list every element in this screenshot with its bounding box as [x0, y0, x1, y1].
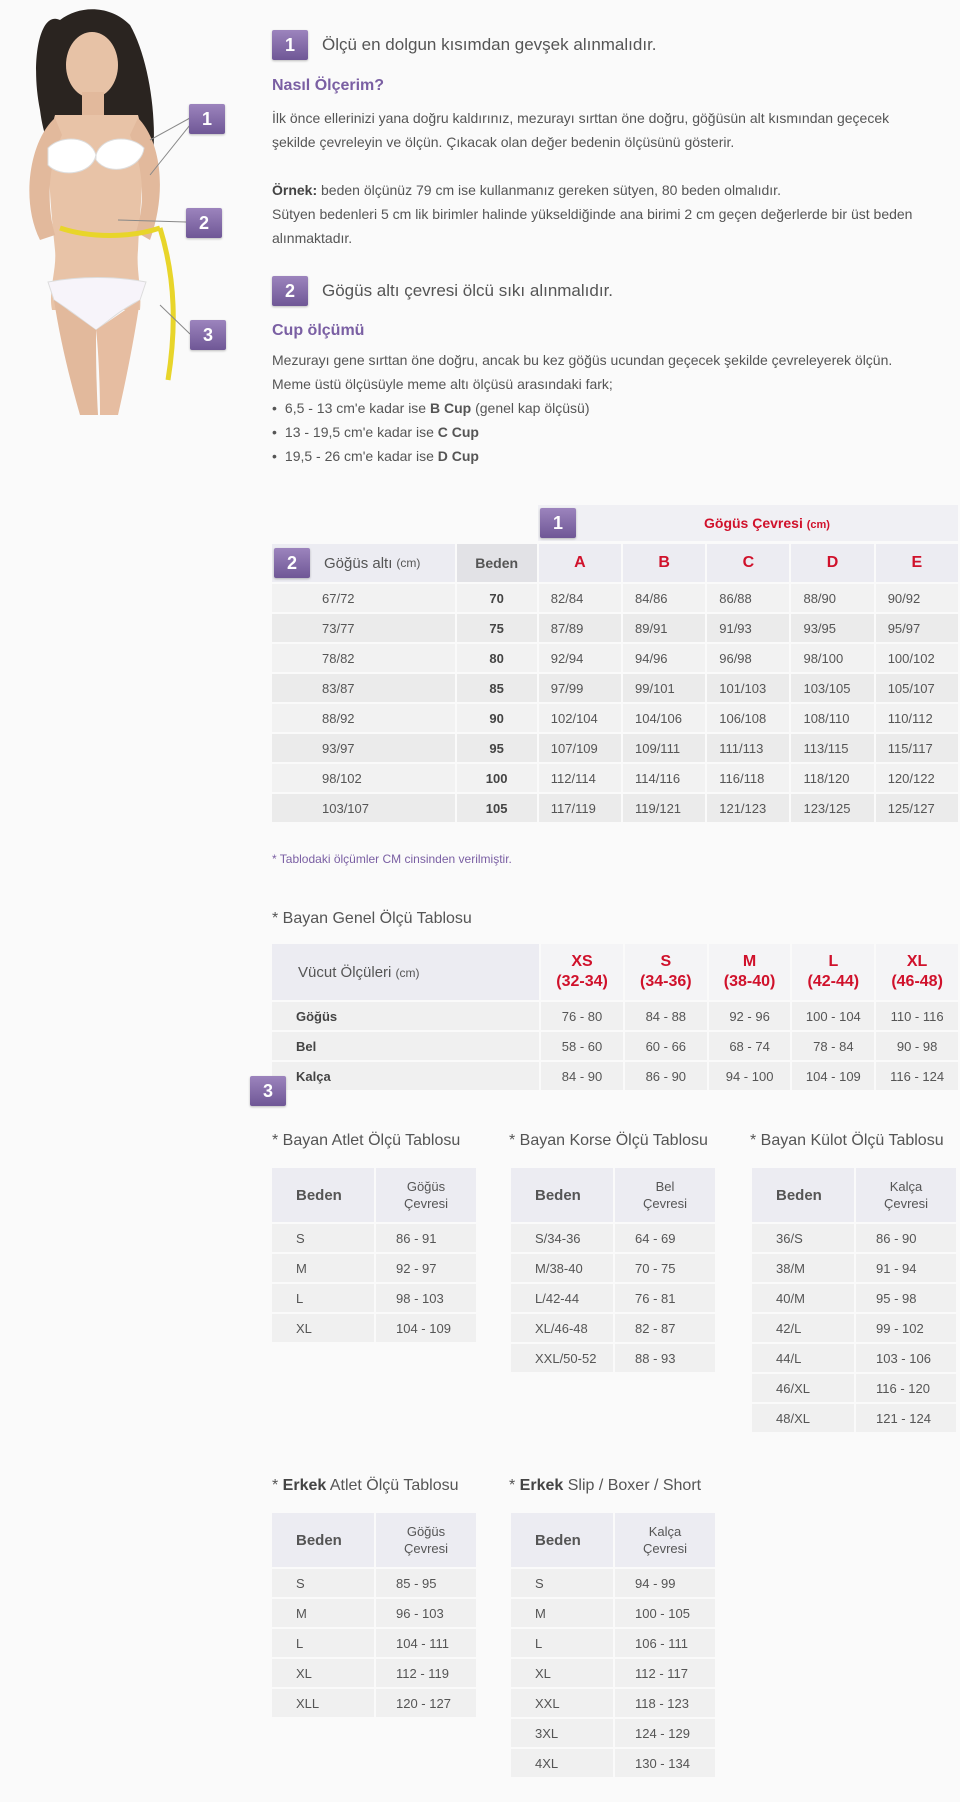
range-cell: 112 - 119 — [376, 1659, 476, 1687]
bust-cell: 103/105 — [791, 674, 873, 702]
step-badge-1: 1 — [272, 30, 308, 60]
range-cell: 100 - 105 — [615, 1599, 715, 1627]
korse-title: * Bayan Korse Ölçü Tablosu — [509, 1132, 708, 1149]
step-badge-3: 3 — [250, 1076, 286, 1106]
table-row — [272, 1314, 476, 1342]
erkek-atlet-title: * Erkek Atlet Ölçü Tablosu — [272, 1477, 459, 1494]
table-row — [752, 1224, 956, 1252]
beden-cell: 95 — [457, 734, 537, 762]
measure-header — [376, 1513, 476, 1567]
cup-bullet: • 13 - 19,5 cm'e kadar ise C Cup — [272, 420, 590, 444]
cup-header-e: E — [876, 544, 958, 582]
table-row — [272, 734, 958, 762]
range-cell: 86 - 90 — [856, 1224, 956, 1252]
table-row — [272, 704, 958, 732]
range-cell: 76 - 81 — [615, 1284, 715, 1312]
bust-cell: 110/112 — [876, 704, 958, 732]
range-cell: 95 - 98 — [856, 1284, 956, 1312]
measure-header-line-2: Çevresi — [883, 1196, 929, 1211]
cup-header-a: A — [539, 544, 621, 582]
range-cell: 112 - 117 — [615, 1659, 715, 1687]
measure-value-cell: 84 - 88 — [625, 1002, 707, 1030]
section1-heading: Ölçü en dolgun kısımdan gevşek alınmalıdır. — [322, 35, 657, 54]
beden-header: Beden — [511, 1513, 613, 1567]
beden-header: Beden — [511, 1168, 613, 1222]
bust-cell: 114/116 — [623, 764, 705, 792]
bust-cell: 116/118 — [707, 764, 789, 792]
table-row — [272, 644, 958, 672]
size-cell: S — [272, 1224, 374, 1252]
table-row — [511, 1314, 715, 1342]
measure-value-cell: 84 - 90 — [541, 1062, 623, 1090]
measure-header-line-2: Çevresi — [642, 1196, 688, 1211]
underbust-cell: 93/97 — [272, 734, 455, 762]
table-row — [511, 1284, 715, 1312]
bust-cell: 89/91 — [623, 614, 705, 642]
bust-cell: 93/95 — [791, 614, 873, 642]
size-cell: M — [272, 1599, 374, 1627]
bust-cell: 92/94 — [539, 644, 621, 672]
bust-cell: 94/96 — [623, 644, 705, 672]
beden-header: Beden — [752, 1168, 854, 1222]
bust-cell: 87/89 — [539, 614, 621, 642]
beden-cell: 80 — [457, 644, 537, 672]
measure-header — [856, 1168, 956, 1222]
example-label: Örnek: — [272, 182, 318, 198]
size-cell: 3XL — [511, 1719, 613, 1747]
measure-value-cell: 116 - 124 — [876, 1062, 958, 1090]
size-cell: XL — [272, 1659, 374, 1687]
size-cell: 46/XL — [752, 1374, 854, 1402]
cup-bullet: • 6,5 - 13 cm'e kadar ise B Cup (genel kap ölçüsü) — [272, 396, 590, 420]
table-row — [752, 1254, 956, 1282]
measure-header-line-1: Bel — [655, 1179, 675, 1194]
measure-badge-2: 2 — [186, 208, 222, 238]
size-cell: L — [272, 1629, 374, 1657]
table-row — [272, 1629, 476, 1657]
table-row — [511, 1224, 715, 1252]
bust-cell: 113/115 — [791, 734, 873, 762]
bust-cell: 107/109 — [539, 734, 621, 762]
bust-cell: 91/93 — [707, 614, 789, 642]
beden-cell: 105 — [457, 794, 537, 822]
table-header-row — [511, 1513, 715, 1567]
size-cell: 48/XL — [752, 1404, 854, 1432]
table-row — [272, 1254, 476, 1282]
beden-cell: 70 — [457, 584, 537, 612]
section2-paragraph-1: Mezurayı gene sırttan öne doğru, ancak bu kez göğüs ucundan geçecek şekilde çevreleyerek ölçün. — [272, 352, 893, 368]
atlet-title: * Bayan Atlet Ölçü Tablosu — [272, 1132, 461, 1149]
general-size-table — [270, 942, 960, 1092]
general-table-title: * Bayan Genel Ölçü Tablosu — [272, 910, 472, 927]
size-cell: L — [511, 1629, 613, 1657]
size-cell: 42/L — [752, 1314, 854, 1342]
size-cell: L — [272, 1284, 374, 1312]
underbust-cell: 78/82 — [272, 644, 455, 672]
table-row — [272, 1659, 476, 1687]
size-cell: 40/M — [752, 1284, 854, 1312]
range-cell: 118 - 123 — [615, 1689, 715, 1717]
measure-header-line-1: Göğüs — [406, 1179, 446, 1194]
beden-header: Beden — [272, 1513, 374, 1567]
kulot-table — [750, 1166, 958, 1434]
bust-cell: 118/120 — [791, 764, 873, 792]
underbust-cell: 103/107 — [272, 794, 455, 822]
measure-header-line-2: Çevresi — [403, 1541, 449, 1556]
bust-cell: 109/111 — [623, 734, 705, 762]
table-row — [511, 1629, 715, 1657]
section2-heading: Gögüs altı çevresi ölcü sıkı alınmalıdır. — [322, 281, 614, 300]
size-cell: XL — [511, 1659, 613, 1687]
measure-header-line-2: Çevresi — [642, 1541, 688, 1556]
size-cell: M — [272, 1254, 374, 1282]
measure-header — [615, 1168, 715, 1222]
section2-subtitle: Cup ölçümü — [272, 322, 365, 339]
measure-label-cell: Kalça — [272, 1062, 539, 1090]
measure-label-cell: Göğüs — [272, 1002, 539, 1030]
bust-cell: 84/86 — [623, 584, 705, 612]
size-cell: 4XL — [511, 1749, 613, 1777]
table-row — [511, 1344, 715, 1372]
table-row — [272, 1062, 958, 1090]
range-cell: 94 - 99 — [615, 1569, 715, 1597]
table-row — [511, 1689, 715, 1717]
measure-header — [615, 1513, 715, 1567]
section1-heading-row — [272, 30, 657, 60]
measure-value-cell: 86 - 90 — [625, 1062, 707, 1090]
cup-bullets — [272, 396, 590, 468]
range-cell: 103 - 106 — [856, 1344, 956, 1372]
table-row — [752, 1404, 956, 1432]
bust-cell: 101/103 — [707, 674, 789, 702]
measure-value-cell: 76 - 80 — [541, 1002, 623, 1030]
beden-header: Beden — [457, 544, 537, 582]
bust-cell: 108/110 — [791, 704, 873, 732]
range-cell: 91 - 94 — [856, 1254, 956, 1282]
range-cell: 70 - 75 — [615, 1254, 715, 1282]
step-badge-2: 2 — [272, 276, 308, 306]
size-header-m: M (38-40) — [709, 944, 791, 1000]
bust-cell: 98/100 — [791, 644, 873, 672]
table-row — [272, 1224, 476, 1252]
underbust-badge: 2 — [274, 548, 310, 578]
measure-badge-1: 1 — [189, 104, 225, 134]
section2-heading-row — [272, 276, 613, 306]
table-row — [511, 1719, 715, 1747]
range-cell: 99 - 102 — [856, 1314, 956, 1342]
bust-cell: 88/90 — [791, 584, 873, 612]
erkek-slip-title: * Erkek Slip / Boxer / Short — [509, 1477, 702, 1494]
table-row — [511, 1599, 715, 1627]
bra-size-table — [270, 542, 960, 824]
table-row — [272, 794, 958, 822]
bust-cell: 119/121 — [623, 794, 705, 822]
range-cell: 130 - 134 — [615, 1749, 715, 1777]
size-cell: XXL/50-52 — [511, 1344, 613, 1372]
table-row — [272, 764, 958, 792]
size-cell: S — [511, 1569, 613, 1597]
cup-header-b: B — [623, 544, 705, 582]
range-cell: 104 - 111 — [376, 1629, 476, 1657]
underbust-cell: 83/87 — [272, 674, 455, 702]
measure-value-cell: 90 - 98 — [876, 1032, 958, 1060]
range-cell: 124 - 129 — [615, 1719, 715, 1747]
table-row — [272, 1599, 476, 1627]
measure-value-cell: 92 - 96 — [709, 1002, 791, 1030]
size-cell: 36/S — [752, 1224, 854, 1252]
size-cell: L/42-44 — [511, 1284, 613, 1312]
measure-value-cell: 60 - 66 — [625, 1032, 707, 1060]
range-cell: 64 - 69 — [615, 1224, 715, 1252]
range-cell: 88 - 93 — [615, 1344, 715, 1372]
bust-cell: 125/127 — [876, 794, 958, 822]
table-row — [272, 1689, 476, 1717]
table-header-row — [752, 1168, 956, 1222]
bust-cell: 106/108 — [707, 704, 789, 732]
size-cell: S/34-36 — [511, 1224, 613, 1252]
table-row — [752, 1284, 956, 1312]
table-row — [272, 1032, 958, 1060]
bust-cell: 104/106 — [623, 704, 705, 732]
range-cell: 82 - 87 — [615, 1314, 715, 1342]
bust-cell: 111/113 — [707, 734, 789, 762]
kulot-title: * Bayan Külot Ölçü Tablosu — [750, 1132, 944, 1149]
section2-paragraph — [272, 348, 932, 396]
table-row — [272, 614, 958, 642]
table-row — [511, 1254, 715, 1282]
bust-cell: 97/99 — [539, 674, 621, 702]
measure-header-line-1: Kalça — [889, 1179, 923, 1194]
bust-cell: 105/107 — [876, 674, 958, 702]
size-header-xl: XL (46-48) — [876, 944, 958, 1000]
bust-header-badge: 1 — [540, 508, 576, 538]
beden-header: Beden — [272, 1168, 374, 1222]
measure-value-cell: 110 - 116 — [876, 1002, 958, 1030]
range-cell: 92 - 97 — [376, 1254, 476, 1282]
size-cell: XL/46-48 — [511, 1314, 613, 1342]
range-cell: 86 - 91 — [376, 1224, 476, 1252]
underbust-cell: 98/102 — [272, 764, 455, 792]
bust-cell: 86/88 — [707, 584, 789, 612]
bust-cell: 99/101 — [623, 674, 705, 702]
beden-cell: 85 — [457, 674, 537, 702]
section2-paragraph-2: Meme üstü ölçüsüyle meme altı ölçüsü arasındaki fark; — [272, 376, 613, 392]
table-row — [272, 1002, 958, 1030]
section1-paragraph-2: Sütyen bedenleri 5 cm lik birimler halinde yükseldiğinde ana birimi 2 cm geçen değerlerde bir üst beden alınmaktadır. — [272, 206, 913, 246]
measure-value-cell: 58 - 60 — [541, 1032, 623, 1060]
section1-example — [272, 178, 932, 250]
range-cell: 96 - 103 — [376, 1599, 476, 1627]
measure-badge-3: 3 — [190, 320, 226, 350]
example-text: beden ölçünüz 79 cm ise kullanmanız gereken sütyen, 80 beden olmalıdır. — [317, 182, 781, 198]
cup-header-c: C — [707, 544, 789, 582]
cup-bullet: • 19,5 - 26 cm'e kadar ise D Cup — [272, 444, 590, 468]
table-row — [272, 674, 958, 702]
section1-paragraph: İlk önce ellerinizi yana doğru kaldırınız, mezurayı sırttan öne doğru, göğüsün alt kısmından geçecek şekilde çevreleyin ve ölçün. Çıkacak olan değer bedenin ölçüsünü gösterir. — [272, 110, 890, 150]
beden-cell: 90 — [457, 704, 537, 732]
measure-label-cell: Bel — [272, 1032, 539, 1060]
beden-cell: 75 — [457, 614, 537, 642]
table-header-row — [272, 1168, 476, 1222]
bust-header-bar — [538, 505, 958, 541]
bust-header-title: Gögüs Çevresi (cm) — [704, 515, 830, 531]
table-row — [272, 1284, 476, 1312]
range-cell: 116 - 120 — [856, 1374, 956, 1402]
size-cell: 38/M — [752, 1254, 854, 1282]
measure-value-cell: 78 - 84 — [792, 1032, 874, 1060]
measure-value-cell: 104 - 109 — [792, 1062, 874, 1090]
model-figure — [0, 0, 230, 415]
underbust-cell: 67/72 — [272, 584, 455, 612]
measure-header — [376, 1168, 476, 1222]
table-header-row — [272, 1513, 476, 1567]
range-cell: 98 - 103 — [376, 1284, 476, 1312]
cup-header-d: D — [791, 544, 873, 582]
range-cell: 106 - 111 — [615, 1629, 715, 1657]
bust-cell: 123/125 — [791, 794, 873, 822]
measure-value-cell: 94 - 100 — [709, 1062, 791, 1090]
range-cell: 104 - 109 — [376, 1314, 476, 1342]
bust-cell: 100/102 — [876, 644, 958, 672]
korse-table — [509, 1166, 717, 1374]
size-header-xs: XS (32-34) — [541, 944, 623, 1000]
measure-value-cell: 100 - 104 — [792, 1002, 874, 1030]
table-note: * Tablodaki ölçümler CM cinsinden verilmiştir. — [272, 852, 512, 866]
size-header-l: L (42-44) — [792, 944, 874, 1000]
measure-header-line-1: Kalça — [648, 1524, 682, 1539]
erkek-atlet-table — [270, 1511, 478, 1719]
table-row — [511, 1749, 715, 1777]
range-cell: 120 - 127 — [376, 1689, 476, 1717]
table-row — [752, 1344, 956, 1372]
beden-cell: 100 — [457, 764, 537, 792]
range-cell: 85 - 95 — [376, 1569, 476, 1597]
table-row — [272, 584, 958, 612]
bust-cell: 121/123 — [707, 794, 789, 822]
bust-cell: 96/98 — [707, 644, 789, 672]
bust-cell: 102/104 — [539, 704, 621, 732]
underbust-cell: 88/92 — [272, 704, 455, 732]
size-cell: M — [511, 1599, 613, 1627]
size-cell: XXL — [511, 1689, 613, 1717]
size-header-s: S (34-36) — [625, 944, 707, 1000]
underbust-cell: 73/77 — [272, 614, 455, 642]
measure-value-cell: 68 - 74 — [709, 1032, 791, 1060]
table-row — [752, 1374, 956, 1402]
body-measure-header: Vücut Ölçüleri (cm) — [272, 944, 539, 1000]
table-row — [272, 1569, 476, 1597]
bust-cell: 117/119 — [539, 794, 621, 822]
bust-cell: 120/122 — [876, 764, 958, 792]
erkek-slip-table — [509, 1511, 717, 1779]
table-row — [511, 1659, 715, 1687]
table-header-row — [511, 1168, 715, 1222]
size-cell: S — [272, 1569, 374, 1597]
bust-cell: 82/84 — [539, 584, 621, 612]
table-row — [511, 1569, 715, 1597]
bust-cell: 112/114 — [539, 764, 621, 792]
size-cell: M/38-40 — [511, 1254, 613, 1282]
section1-subtitle: Nasıl Ölçerim? — [272, 77, 385, 94]
size-cell: XLL — [272, 1689, 374, 1717]
bust-cell: 90/92 — [876, 584, 958, 612]
bust-cell: 115/117 — [876, 734, 958, 762]
size-cell: XL — [272, 1314, 374, 1342]
bust-cell: 95/97 — [876, 614, 958, 642]
size-cell: 44/L — [752, 1344, 854, 1372]
measure-header-line-2: Çevresi — [403, 1196, 449, 1211]
measure-header-line-1: Göğüs — [406, 1524, 446, 1539]
table-row — [752, 1314, 956, 1342]
underbust-header: 2 Göğüs altı (cm) — [272, 544, 455, 582]
range-cell: 121 - 124 — [856, 1404, 956, 1432]
atlet-table — [270, 1166, 478, 1344]
